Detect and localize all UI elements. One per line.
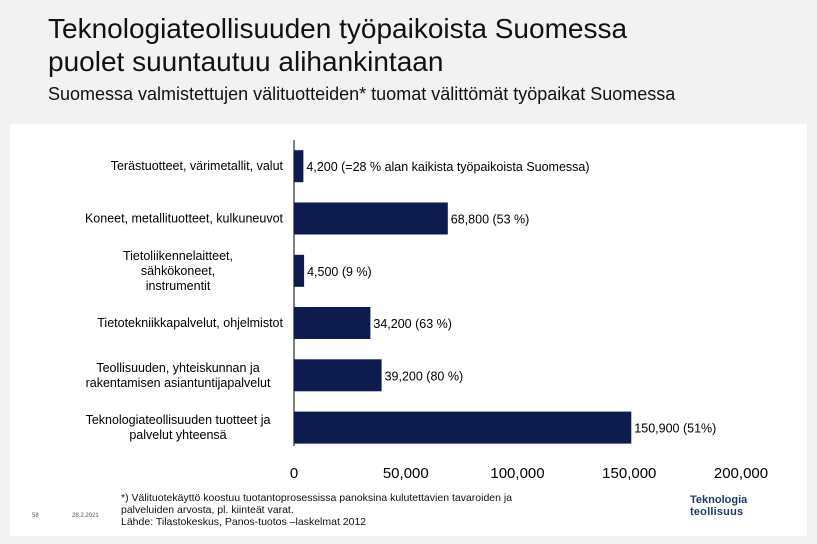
category-label-5: Teollisuuden, yhteiskunnan ja rakentamisen asiantuntijapalvelut <box>85 360 271 390</box>
x-tick-label-2: 50,000 <box>382 465 429 482</box>
page-number: 58 <box>32 513 39 519</box>
footnote-line-2: palveluiden arvosta, pl. kiinteät varat. <box>121 504 294 516</box>
x-tick-label-1: 0 <box>289 465 299 482</box>
bar-5 <box>294 359 382 391</box>
logo-line-2: teollisuus <box>690 506 744 518</box>
data-label-3: 4,500 (9 %) <box>307 264 372 279</box>
category-label-6: Teknologiateollisuuden tuotteet ja palvelut yhteensä <box>85 413 271 443</box>
bar-4 <box>294 307 370 339</box>
bar-1 <box>294 150 303 182</box>
x-tick-label-5: 200,000 <box>713 465 769 482</box>
category-label-4: Tietotekniikkapalvelut, ohjelmistot <box>97 316 283 330</box>
data-label-6: 150,900 (51%) <box>634 421 717 436</box>
teknologiateollisuus-logo <box>690 494 747 518</box>
data-label-5: 39,200 (80 %) <box>384 369 464 384</box>
data-label-4: 34,200 (63 %) <box>373 317 452 331</box>
x-tick-label-3: 100,000 <box>490 465 545 482</box>
data-label-2: 68,800 (53 %) <box>450 212 530 227</box>
footnote-line-1: *) Välituotekäyttö koostuu tuotantoprosessissa panoksina kulutettavien tavaroiden ja <box>121 492 513 504</box>
slide-date: 28.2.2021 <box>72 513 99 519</box>
category-label-1: Terästuotteet, värimetallit, valut <box>110 159 283 174</box>
bar-2 <box>294 203 448 235</box>
category-label-3: Tietoliikennelaitteet, sähkökoneet, instrumentit <box>122 248 234 293</box>
slide-subtitle: Suomessa valmistettujen välituotteiden* tuomat välittömät työpaikat Suomessa <box>48 84 676 104</box>
source-line: Lähde: Tilastokeskus, Panos-tuotos –laskelmat 2012 <box>121 516 367 528</box>
category-label-2: Koneet, metallituotteet, kulkuneuvot <box>84 211 283 226</box>
x-tick-label-4: 150,000 <box>602 465 657 482</box>
bar-6 <box>294 412 631 444</box>
slide-title-line-1: Teknologiateollisuuden työpaikoista Suomessa <box>48 13 628 44</box>
slide-title-line-2: puolet suuntautuu alihankintaan <box>48 46 444 77</box>
footnote <box>121 492 561 528</box>
bar-3 <box>294 255 304 287</box>
logo-line-1: Teknologia <box>690 494 748 506</box>
data-label-1: 4,200 (=28 % alan kaikista työpaikoista Suomessa) <box>306 160 590 175</box>
